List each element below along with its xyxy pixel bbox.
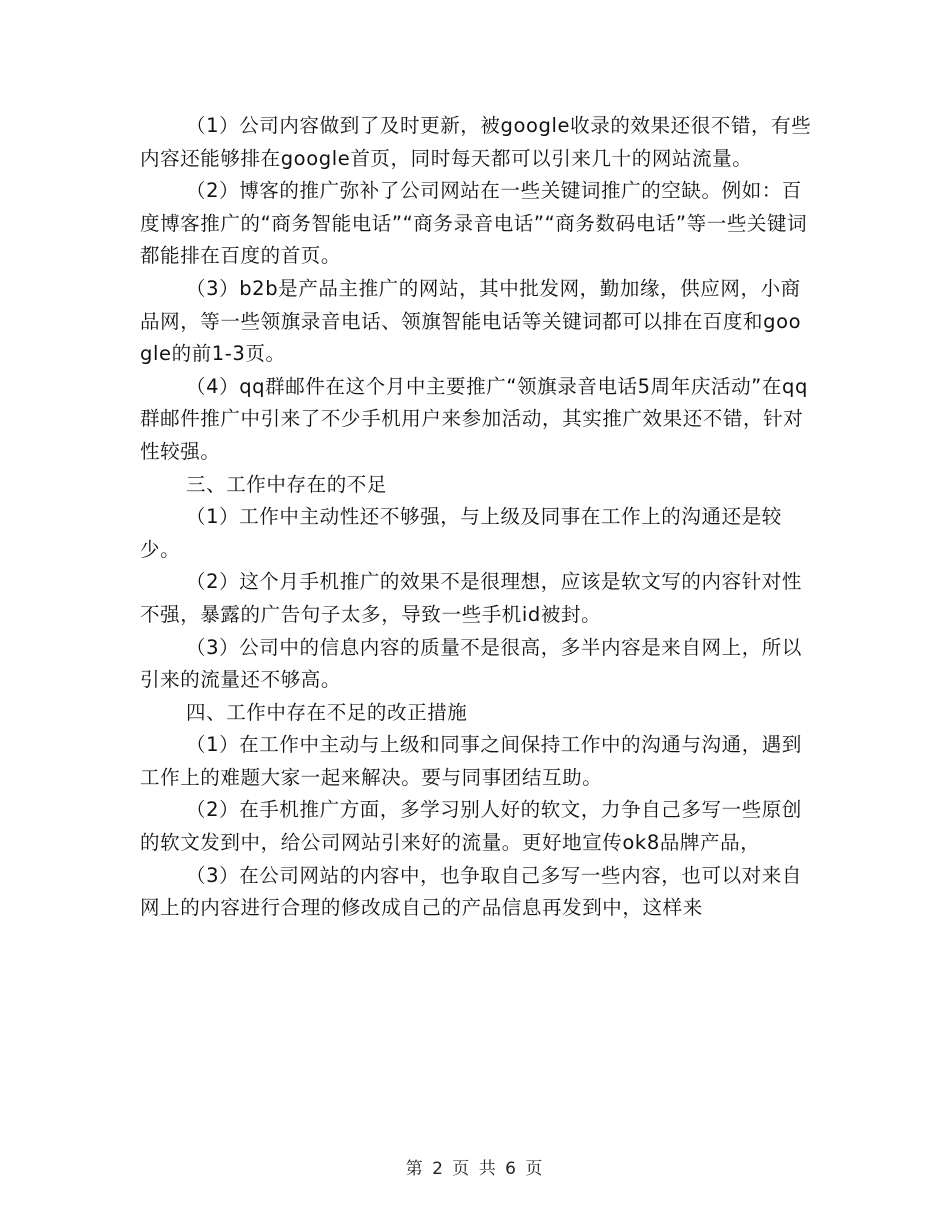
section-heading-4: 四、工作中存在不足的改正措施 [186, 700, 468, 724]
paragraph-10: （3）在公司网站的内容中，也争取自己多写一些内容，也可以对来自网上的内容进行合理的修改成自己的产品信息再发到中，这样来 [140, 863, 803, 920]
paragraph-8: （1）在工作中主动与上级和同事之间保持工作中的沟通与沟通，遇到工作上的难题大家一起来解决。要与同事团结互助。 [140, 733, 803, 789]
paragraph-9: （2）在手机推广方面，多学习别人好的软文，力争自己多写一些原创的软文发到中，给公司网站引来好的流量。更好地宣传ok8品牌产品， [140, 798, 803, 855]
paragraph-5: （1）工作中主动性还不够强，与上级及同事在工作上的沟通还是较少。 [140, 505, 782, 561]
paragraph-1: （1）公司内容做到了及时更新，被google收录的效果还很不错，有些内容还能够排在google首页，同时每天都可以引来几十的网站流量。 [140, 114, 812, 170]
paragraph-6: （2）这个月手机推广的效果不是很理想，应该是软文写的内容针对性不强，暴露的广告句子太多，导致一些手机id被封。 [140, 570, 803, 626]
page-number-footer: 第 2 页 共 6 页 [405, 1159, 545, 1179]
section-heading-3: 三、工作中存在的不足 [186, 472, 388, 496]
paragraph-3: （3）b2b是产品主推广的网站，其中批发网，勤加缘，供应网，小商品网，等一些领旗录音电话、领旗智能电话等关键词都可以排在百度和google的前1-3页。 [140, 276, 802, 366]
document-body [140, 110, 812, 925]
paragraph-2: （2）博客的推广弥补了公司网站在一些关键词推广的空缺。例如：百度博客推广的“商务智能电话”“商务录音电话”“商务数码电话”等一些关键词都能排在百度的首页。 [140, 179, 808, 268]
paragraph-7: （3）公司中的信息内容的质量不是很高，多半内容是来自网上，所以引来的流量还不够高。 [140, 635, 803, 692]
paragraph-4: （4）qq群邮件在这个月中主要推广“领旗录音电话5周年庆活动”在qq群邮件推广中引来了不少手机用户来参加活动，其实推广效果还不错，针对性较强。 [140, 374, 808, 463]
